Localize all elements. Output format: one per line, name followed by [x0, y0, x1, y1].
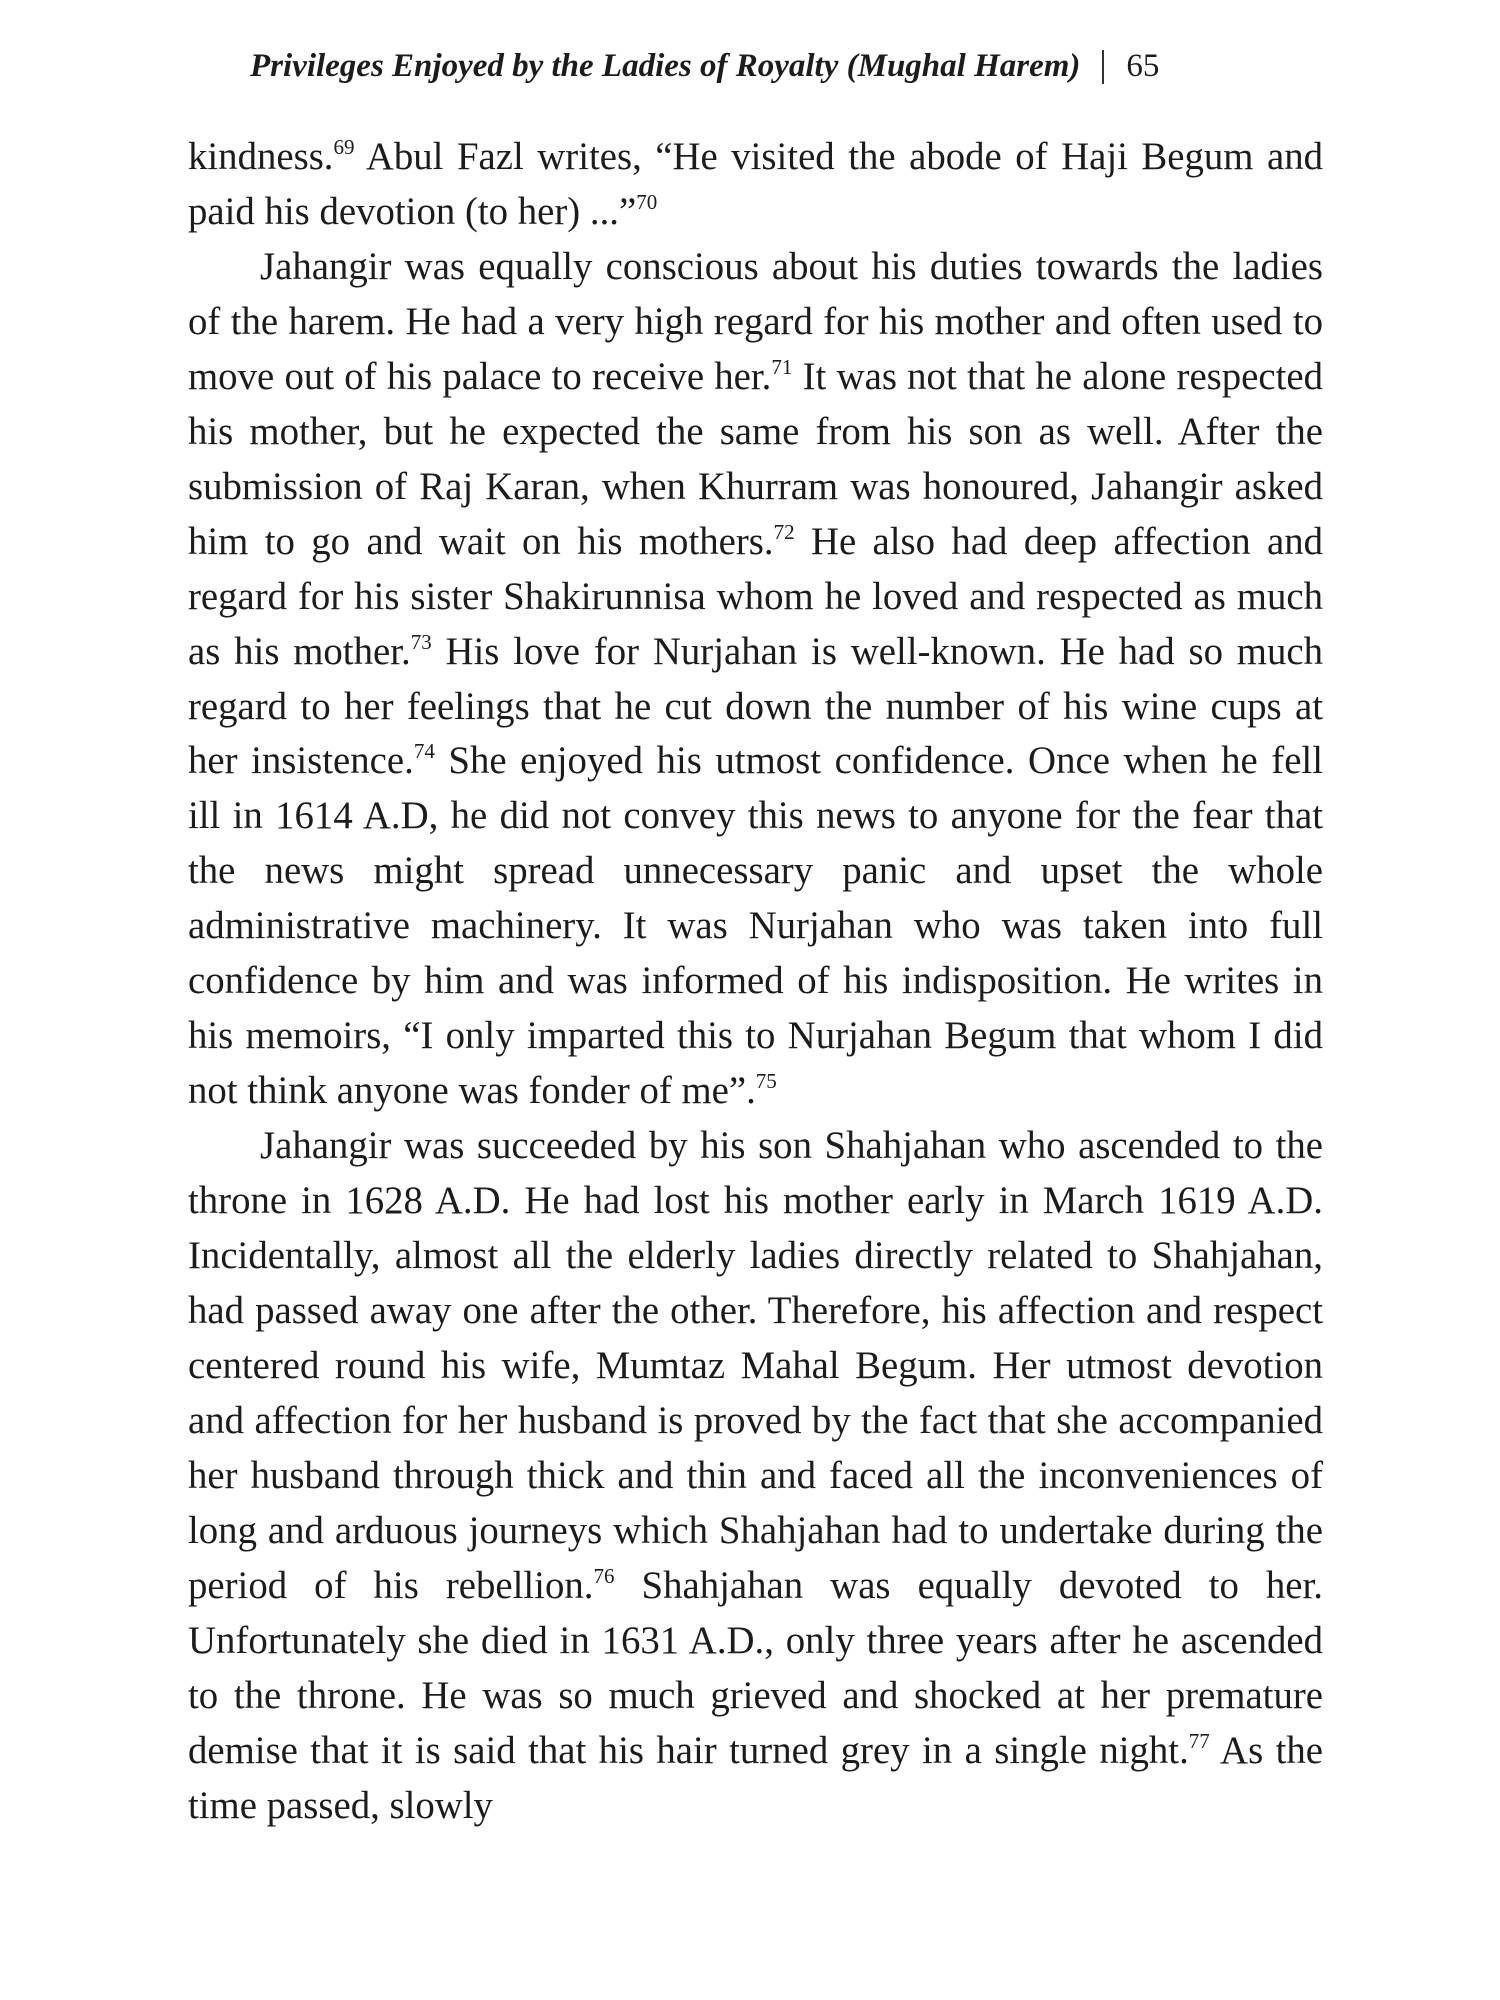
- paragraph-text: Abul Fazl writes, “He visited the abode of Haji Begum and paid his devotion (to her) ...”: [188, 135, 1323, 233]
- paragraph: [188, 240, 1323, 1119]
- footnote-marker: 69: [333, 135, 355, 159]
- footnote-marker: 71: [771, 354, 793, 379]
- running-head-separator: [1102, 50, 1104, 84]
- paragraph: [188, 1119, 1323, 1833]
- page-number: 65: [1126, 48, 1160, 84]
- paragraph-text: As the time passed, slowly: [188, 1728, 1323, 1827]
- footnote-marker: 76: [593, 1563, 615, 1588]
- paragraph: [188, 130, 1323, 240]
- running-head: [250, 48, 1320, 85]
- running-head-title: Privileges Enjoyed by the Ladies of Royalty (Mughal Harem): [250, 48, 1081, 84]
- paragraph-text: Jahangir was succeeded by his son Shahjahan who ascended to the throne in 1628 A.D. He had lost his mother early in March 1619 A.D. Incidentally, almost all the elderly ladies directly related to Shahjahan, had passed away one after the other. Therefore, his affection and respect centered round his wife, Mumtaz Mahal Begum. Her utmost devotion and affection for her husband is proved by the fact that she accompanied her husband through thick and thin and faced all the inconveniences of long and arduous journeys which Shahjahan had to undertake during the period of his rebellion.: [188, 1124, 1323, 1607]
- paragraph-text: His love for Nurjahan is well-known. He had so much regard to her feelings that he cut down the number of his wine cups at her insistence.: [188, 629, 1323, 783]
- body-text: [188, 130, 1323, 1834]
- paragraph-text: Shahjahan was equally devoted to her. Unfortunately she died in 1631 A.D., only three years after he ascended to the throne. He was so much grieved and shocked at her premature demise that it is said that his hair turned grey in a single night.: [188, 1563, 1324, 1772]
- paragraph-text: kindness.: [188, 135, 334, 178]
- footnote-marker: 75: [755, 1069, 777, 1094]
- paragraph-text: Jahangir was equally conscious about his duties towards the ladies of the harem. He had a very high regard for his mother and often used to move out of his palace to receive her.: [188, 244, 1323, 398]
- footnote-marker: 73: [410, 629, 432, 654]
- footnote-marker: 74: [413, 739, 435, 764]
- footnote-marker: 72: [773, 519, 795, 544]
- footnote-marker: 77: [1188, 1728, 1210, 1753]
- paragraph-text: She enjoyed his utmost confidence. Once when he fell ill in 1614 A.D, he did not convey this news to anyone for the fear that the news might spread unnecessary panic and upset the whole administrative machinery. It was Nurjahan who was taken into full confidence by him and was informed of his indisposition. He writes in his memoirs, “I only imparted this to Nurjahan Begum that whom I did not think anyone was fonder of me”.: [188, 739, 1323, 1113]
- paragraph-text: He also had deep affection and regard for his sister Shakirunnisa whom he loved and respected as much as his mother.: [188, 519, 1323, 673]
- paragraph-text: It was not that he alone respected his mother, but he expected the same from his son as well. After the submission of Raj Karan, when Khurram was honoured, Jahangir asked him to go and wait on his mothers.: [188, 354, 1323, 563]
- footnote-marker: 70: [636, 189, 658, 214]
